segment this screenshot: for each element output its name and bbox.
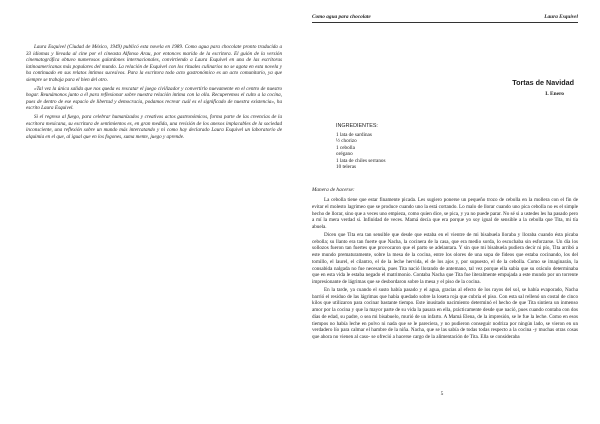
left-paragraph-2: «Tal vez la única salida que nos queda es rescatar el juego civilizador y convertirlo nuevamente en el centro de nuestro hogar. Reunámonos junto a él para reflexionar sobre nuestra relación íntima con la olla. Recuperemos el culto a la cocina, pues de dentro de ese espacio de libertad y democracia, podamos recrear cuál es el significado de nuestra existencia», ha escrito Laura Esquivel. <box>26 85 282 112</box>
ingredients-heading: INGREDIENTES: <box>336 123 378 129</box>
ingredients-list <box>336 132 386 170</box>
body-paragraph-1: La cebolla tiene que estar finamente picada. Les sugiero ponerse un pequeño trozo de cebolla en la mollera con el fin de evitar el molesto lagrimeo que se produce cuando uno la está cortando. Lo malo de llorar cuando uno pica cebolla no es el simple hecho de llorar, sino que a veces uno empieza, como quien dice, se pica, y ya no puede parar. No sé si a ustedes les ha pasado pero a mí la mera verdad sí. Infinidad de veces. Mamá decía que era porque yo soy igual de sensible a la cebolla que Tita, mi tía abuela. <box>312 197 578 230</box>
preparation-label: Manera de hacerse: <box>312 187 355 193</box>
ingredient-item: 1 cebolla <box>336 144 355 151</box>
running-header-title: Como agua para chocolate <box>312 14 371 20</box>
running-header-author: Laura Esquivel <box>544 14 578 20</box>
ingredient-item: 1 lata de sardinas <box>336 132 372 138</box>
right-page <box>306 0 578 424</box>
ingredient-item: 10 teleras <box>336 164 357 171</box>
running-header <box>312 14 578 23</box>
ingredient-item: orégano <box>336 151 353 158</box>
ingredient-item: ½ chorizo <box>336 138 357 145</box>
left-paragraph-3: Si el regreso al fuego, para celebrar humanizados y creativos actos gastronómicos, forma parte de las creencias de la escritora mexicana, su escritura de sentimientos es, en gran medida, una revisión de los anexos implacables de la sociedad inconsciente, una reflexión sobre un mundo más intercatando y ni como hay declarado Laura Esquivel un laboratorio de alquimia en el que, al igual que en los fogones, suma mente, juego y aprende. <box>26 113 282 140</box>
recipe-body <box>312 197 578 342</box>
chapter-title: Tortas de Navidad <box>512 78 574 87</box>
left-page <box>26 44 282 142</box>
chapter-month: I. Enero <box>545 91 564 97</box>
page-number: 5 <box>440 391 444 397</box>
left-paragraph-1: Laura Esquivel (Ciudad de México, 1949) publicó esta novela en 1989. Como agua para chocolate pronto traducida a 33 idiomas y llevada al cine por el cineasta Alfonso Arau, por entonces marido de la escritora. El guión de la versión cinematográfica obtuvo numerosos galardones internacionales, convirtiendo a Laura Esquivel en una de las escritoras latinoamericanas más populares del mundo. La relación de Esquivel con los rituales culinarios no se agota en esta novela y ha continuado en sus relatos íntimos sucesivos. Para la escritora todo acto gastronómico es un acto comunitario, ya que siempre se trabaja para el bien del otro. <box>26 44 282 83</box>
body-paragraph-2: Dicen que Tita era tan sensible que desde que estaba en el vientre de mi bisabuela lloraba y lloraba cuando ésta picaba cebolla; su llanto era tan fuerte que Nacha, la cocinera de la casa, que era medio sorda, lo escuchaba sin esforzarse. Un día los sollozos fueron tan fuertes que provocaron que el parto se adelantara. Y sin que mi bisabuela pudiera decir ni pío, Tita arribó a este mundo prematuramente, sobre la mesa de la cocina, entre los olores de una sopa de fideos que estaba cocinando, los del tomillo, el laurel, el cilantro, el de la leche hervida, el de los ajos y, por supuesto, el de la cebolla. Como se imaginarán, la consabida nalgada no fue necesaria, pues Tita nació llorando de antemano, tal vez porque ella sabía que su oráculo determinaba que en esta vida le estaba negado el matrimonio. Contaba Nacha que Tita fue literalmente empujada a este mundo por un torrente impresionante de lágrimas que se desbordaron sobre la mesa y el piso de la cocina. <box>312 231 578 285</box>
ingredient-item: 1 lata de chiles serranos <box>336 157 386 164</box>
body-paragraph-3: En la tarde, ya cuando el susto había pasado y el agua, gracias al efecto de los rayos del sol, se había evaporado, Nacha barrió el residuo de las lágrimas que había quedado sobre la loseta roja que cubría el piso. Con esta sal rellenó un costal de cinco kilos que utilizaron para cocinar bastante tiempo. Este inusitado nacimiento determinó el hecho de que Tita sintiera un inmenso amor por la cocina y que la mayor parte de su vida la pasara en ella, prácticamente desde que nació, pues cuando contaba con dos días de edad, su padre, o sea mi bisabuelo, murió de un infarto. A Mamá Elena, de la impresión, se le fue la leche. Como en esos tiempos no había leche en polvo ni nada que se le pareciera, y no pudieron conseguir nodriza por ningún lado, se vieron en un verdadero lío para calmar el hambre de la niña. Nacha, que se las sabía de todas todas respecto a la cocina -y muchas otras cosas que ahora no vienen al caso- se ofreció a hacerse cargo de la alimentación de Tita. Ella se consideraba <box>312 286 578 340</box>
